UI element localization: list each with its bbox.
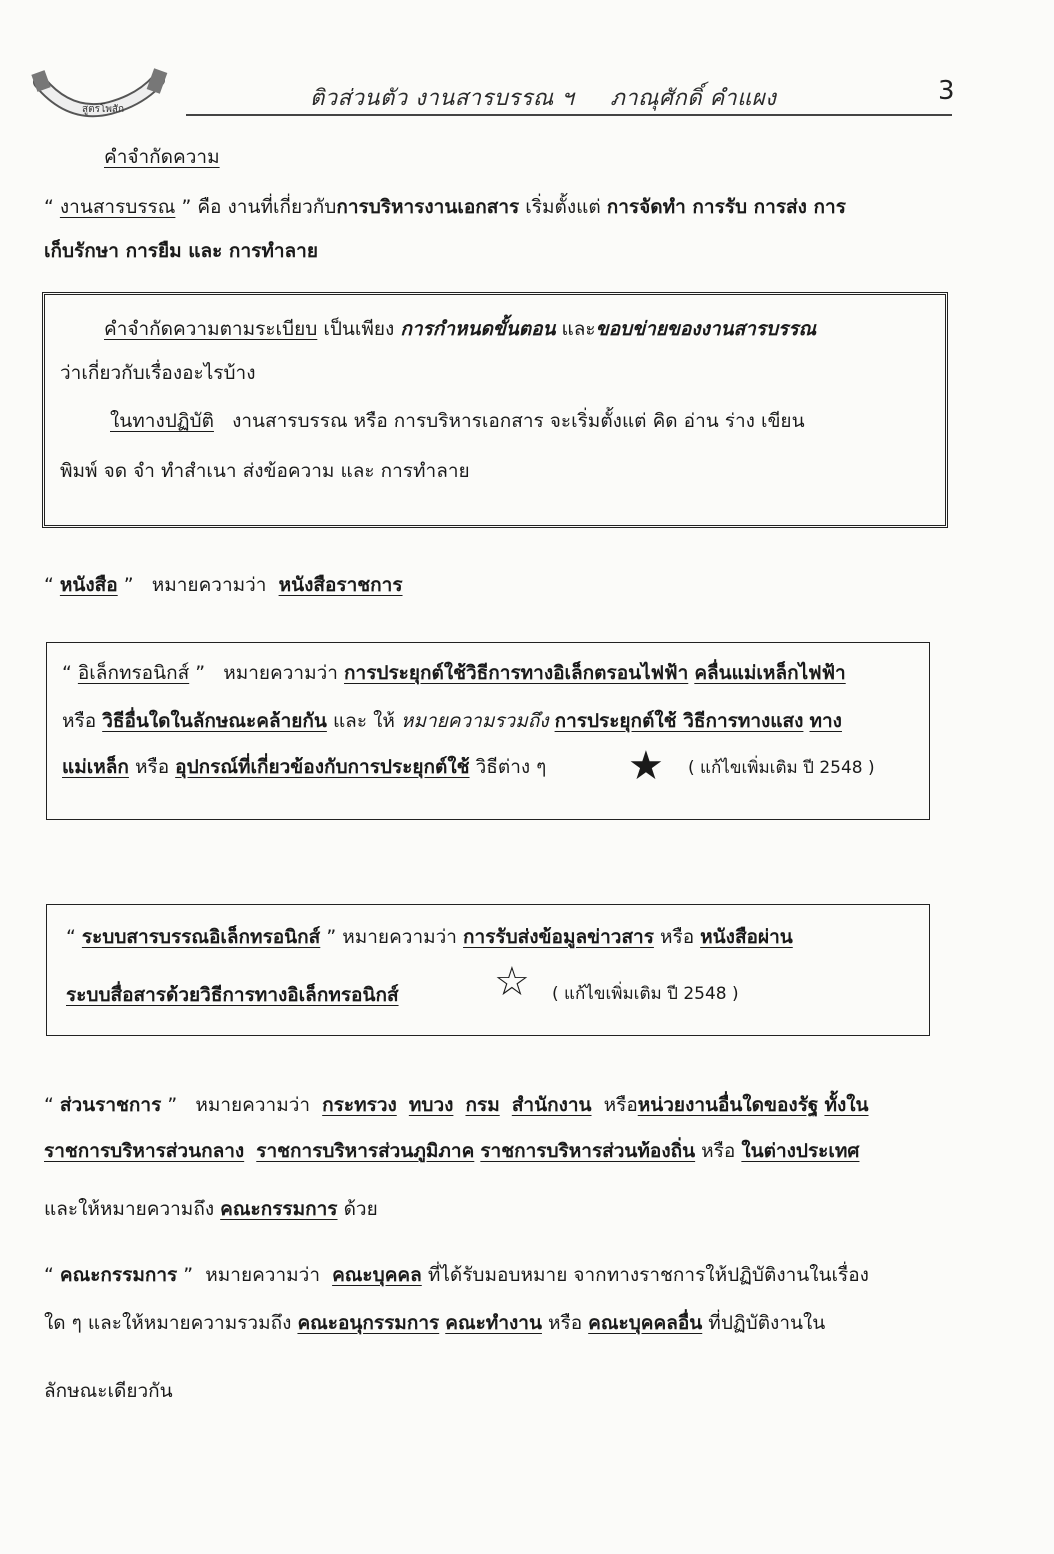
header-title [310, 80, 812, 115]
filled-star-icon: ★ [628, 743, 664, 789]
box1-line1: คำจำกัดความตามระเบียบ เป็นเพียง การกำหนดขั้นตอน และขอบข่ายของงานสารบรรณ [104, 318, 817, 340]
box3-line1: “ ระบบสารบรรณอิเล็กทรอนิกส์ ” หมายความว่า การรับส่งข้อมูลข่าวสาร หรือ หนังสือผ่าน [66, 926, 793, 948]
svg-text:สูตรโพสัก: สูตรโพสัก [82, 104, 125, 115]
page-number: 3 [938, 76, 955, 106]
amendment-note-2: ( แก้ไขเพิ่มเติม ปี 2548 ) [552, 984, 739, 1004]
box1-line2: ว่าเกี่ยวกับเรื่องอะไรบ้าง [60, 362, 256, 384]
sarabun-definition-line1: “ งานสารบรรณ ” คือ งานที่เกี่ยวกับการบริหารงานเอกสาร เริ่มตั้งแต่ การจัดทำ การรับ การส่ง การ [44, 196, 846, 218]
suanratchakan-line2: ราชการบริหารส่วนกลาง ราชการบริหารส่วนภูมิภาค ราชการบริหารส่วนท้องถิ่น หรือ ในต่างประเทศ [44, 1140, 860, 1162]
box2-line1: “ อิเล็กทรอนิกส์ ” หมายความว่า การประยุกต์ใช้วิธีการทางอิเล็กตรอนไฟฟ้า คลื่นแม่เหล็กไฟฟ้า [62, 662, 846, 684]
nangsue-definition: “ หนังสือ ” หมายความว่า หนังสือราชการ [44, 574, 403, 596]
suanratchakan-line1: “ ส่วนราชการ ” หมายความว่า กระทรวง ทบวง กรม สำนักงาน หรือหน่วยงานอื่นใดของรัฐ ทั้งใน [44, 1094, 869, 1116]
header-course: ติวส่วนตัว งานสารบรรณ ฯ [310, 86, 575, 111]
sarabun-definition-line2: เก็บรักษา การยืม และ การทำลาย [44, 240, 318, 262]
khanakammakan-line3: ลักษณะเดียวกัน [44, 1380, 173, 1402]
suanratchakan-line3: และให้หมายความถึง คณะกรรมการ ด้วย [44, 1198, 378, 1220]
box2-line2: หรือ วิธีอื่นใดในลักษณะคล้ายกัน และ ให้ หมายความรวมถึง การประยุกต์ใช้ วิธีการทางแสง ทาง [62, 710, 842, 732]
definition-box-e-sarabun [46, 904, 930, 1036]
box1-line4: พิมพ์ จด จำ ทำสำเนา ส่งข้อความ และ การทำลาย [60, 460, 470, 482]
khanakammakan-line2: ใด ๆ และให้หมายความรวมถึง คณะอนุกรรมการ คณะทำงาน หรือ คณะบุคคลอื่น ที่ปฏิบัติงานใน [44, 1312, 826, 1334]
box3-line2: ระบบสื่อสารด้วยวิธีการทางอิเล็กทรอนิกส์ [66, 984, 399, 1006]
khanakammakan-line1: “ คณะกรรมการ ” หมายความว่า คณะบุคคล ที่ได้รับมอบหมาย จากทางราชการให้ปฏิบัติงานในเรื่อง [44, 1264, 869, 1286]
header-author: ภาณุศักดิ์ คำแผง [610, 86, 777, 111]
header-rule [186, 114, 952, 116]
box2-line3: แม่เหล็ก หรือ อุปกรณ์ที่เกี่ยวข้องกับการประยุกต์ใช้ วิธีต่าง ๆ [62, 756, 547, 778]
term-sarabun: งานสารบรรณ [59, 196, 176, 218]
scroll-logo [30, 68, 170, 124]
box1-line3: ในทางปฏิบัติ งานสารบรรณ หรือ การบริหารเอกสาร จะเริ่มตั้งแต่ คิด อ่าน ร่าง เขียน [110, 410, 805, 432]
outline-star-icon: ☆ [494, 959, 530, 1005]
amendment-note-1: ( แก้ไขเพิ่มเติม ปี 2548 ) [688, 758, 875, 778]
definitions-heading: คำจำกัดความ [104, 146, 220, 168]
